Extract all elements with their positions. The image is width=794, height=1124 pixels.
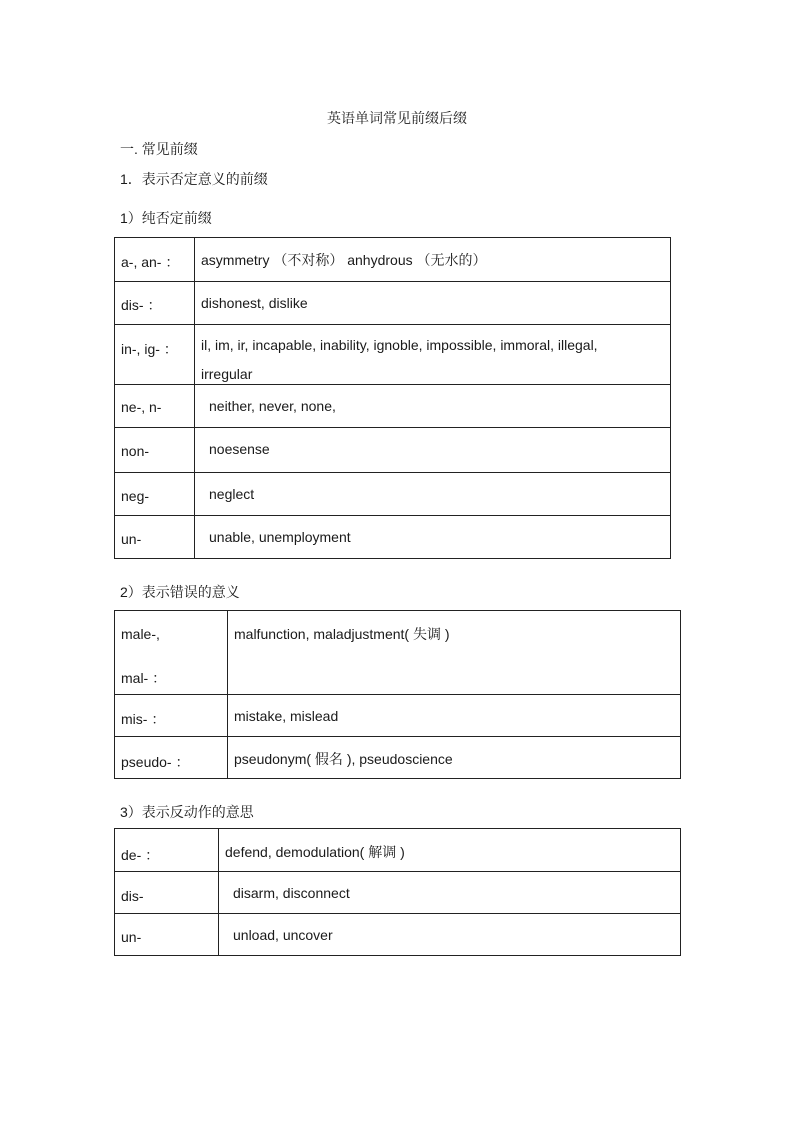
table-row — [115, 282, 671, 325]
group-heading-reverse-action: 3）表示反动作的意思 — [120, 804, 254, 820]
table-row — [115, 611, 681, 695]
table-row — [115, 914, 681, 956]
prefix-cell: mis- ： — [115, 695, 228, 737]
table-row — [115, 737, 681, 779]
table-row — [115, 325, 671, 385]
table-row — [115, 428, 671, 473]
prefix-cell: a-, an- ： — [115, 238, 195, 282]
examples-cell: noesense — [195, 428, 671, 473]
error-prefix-table — [114, 610, 681, 779]
examples-cell: neglect — [195, 473, 671, 516]
examples-cell: mistake, mislead — [228, 695, 681, 737]
table-row — [115, 385, 671, 428]
table-row — [115, 238, 671, 282]
group-heading-error: 2）表示错误的意义 — [120, 584, 240, 600]
prefix-cell: un- — [115, 914, 219, 956]
examples-cell: asymmetry （不对称） anhydrous （无水的） — [195, 238, 671, 282]
examples-cell: disarm, disconnect — [219, 872, 681, 914]
prefix-line-1: male-, — [121, 626, 160, 642]
section-heading-prefixes: 一. 常见前缀 — [120, 141, 198, 157]
prefix-line-2: mal- ： — [121, 670, 167, 686]
prefix-cell: un- — [115, 516, 195, 559]
examples-line-1: il, im, ir, incapable, inability, ignoble, impossible, immoral, illegal, — [201, 337, 598, 353]
pure-negative-prefix-table — [114, 237, 671, 559]
examples-cell: unable, unemployment — [195, 516, 671, 559]
group-heading-pure-negative: 1）纯否定前缀 — [120, 210, 212, 226]
examples-cell: pseudonym( 假名 ), pseudoscience — [228, 737, 681, 779]
prefix-cell: pseudo- ： — [115, 737, 228, 779]
examples-line-2: irregular — [201, 366, 253, 382]
prefix-cell — [115, 611, 228, 695]
prefix-cell: neg- — [115, 473, 195, 516]
table-row — [115, 516, 671, 559]
subsection-heading-negative: 1．表示否定意义的前缀 — [120, 171, 268, 187]
table-row — [115, 473, 671, 516]
prefix-cell: dis- ： — [115, 282, 195, 325]
table-row — [115, 872, 681, 914]
table-row — [115, 829, 681, 872]
examples-cell: defend, demodulation( 解调 ) — [219, 829, 681, 872]
examples-cell: neither, never, none, — [195, 385, 671, 428]
examples-cell: unload, uncover — [219, 914, 681, 956]
page-title: 英语单词常见前缀后缀 — [327, 110, 467, 126]
prefix-cell: ne-, n- — [115, 385, 195, 428]
reverse-action-prefix-table — [114, 828, 681, 956]
prefix-cell: de- ： — [115, 829, 219, 872]
examples-cell — [195, 325, 671, 385]
prefix-cell: non- — [115, 428, 195, 473]
examples-cell: dishonest, dislike — [195, 282, 671, 325]
prefix-cell: dis- — [115, 872, 219, 914]
table-row — [115, 695, 681, 737]
examples-cell: malfunction, maladjustment( 失调 ) — [228, 611, 681, 695]
prefix-cell: in-, ig- ： — [115, 325, 195, 385]
